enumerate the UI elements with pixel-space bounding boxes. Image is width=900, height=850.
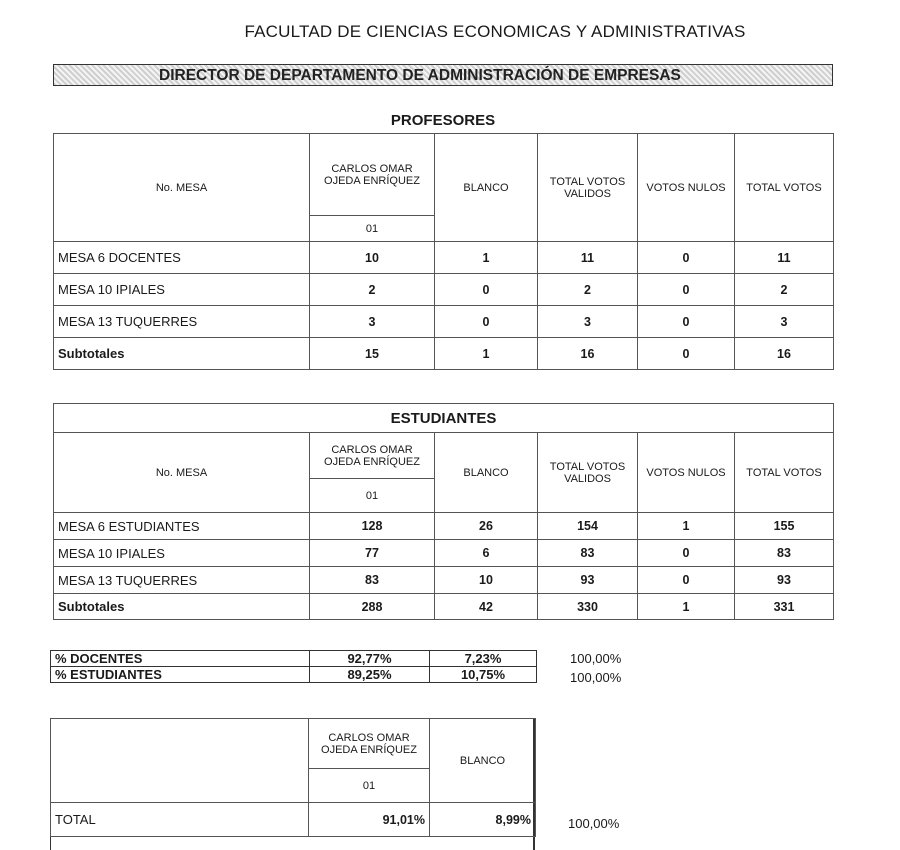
valid-cell: 330 xyxy=(538,594,638,620)
pct-sum-docentes: 100,00% xyxy=(570,651,622,666)
pct-candidate: 92,77% xyxy=(310,651,430,667)
blank-cell: 42 xyxy=(435,594,538,620)
total-cell: 16 xyxy=(735,338,834,370)
header-null: VOTOS NULOS xyxy=(638,134,735,242)
pct-blank: 7,23% xyxy=(430,651,537,667)
candidate-cell: 15 xyxy=(310,338,435,370)
pct-label: % ESTUDIANTES xyxy=(51,667,310,683)
estudiantes-title: ESTUDIANTES xyxy=(54,404,834,433)
subtotal-label: Subtotales xyxy=(54,338,310,370)
position-banner: DIRECTOR DE DEPARTAMENTO DE ADMINISTRACIÓN DE EMPRESAS xyxy=(53,64,833,86)
total-blank: 8,99% xyxy=(430,803,536,837)
valid-cell: 3 xyxy=(538,306,638,338)
subtotal-row xyxy=(54,594,834,620)
total-sum: 100,00% xyxy=(568,816,620,831)
candidate-cell: 83 xyxy=(310,567,435,594)
header-mesa: No. MESA xyxy=(54,433,310,513)
header-candidate: CARLOS OMAR OJEDA ENRÍQUEZ xyxy=(309,719,430,769)
total-cell: 155 xyxy=(735,513,834,540)
pct-candidate: 89,25% xyxy=(310,667,430,683)
total-cell: 83 xyxy=(735,540,834,567)
null-cell: 0 xyxy=(638,338,735,370)
total-cell: 331 xyxy=(735,594,834,620)
table-row xyxy=(54,274,834,306)
null-cell: 0 xyxy=(638,540,735,567)
mesa-cell: MESA 13 TUQUERRES xyxy=(54,567,310,594)
mesa-cell: MESA 10 IPIALES xyxy=(54,540,310,567)
header-candidate: CARLOS OMAR OJEDA ENRÍQUEZ xyxy=(310,134,435,216)
percentages-table xyxy=(50,650,537,683)
estudiantes-table xyxy=(53,403,834,620)
blank-cell: 0 xyxy=(435,274,538,306)
header-candidate-number: 01 xyxy=(310,216,435,242)
blank-cell: 26 xyxy=(435,513,538,540)
header-mesa: No. MESA xyxy=(54,134,310,242)
table-row xyxy=(51,651,537,667)
valid-cell: 2 xyxy=(538,274,638,306)
faculty-title: FACULTAD DE CIENCIAS ECONOMICAS Y ADMINISTRATIVAS xyxy=(244,22,746,41)
null-cell: 1 xyxy=(638,594,735,620)
pct-blank: 10,75% xyxy=(430,667,537,683)
total-cell: 11 xyxy=(735,242,834,274)
header-blank: BLANCO xyxy=(435,433,538,513)
table-row xyxy=(54,540,834,567)
valid-cell: 83 xyxy=(538,540,638,567)
valid-cell: 154 xyxy=(538,513,638,540)
mesa-cell: MESA 6 DOCENTES xyxy=(54,242,310,274)
blank-cell: 0 xyxy=(435,306,538,338)
header-null: VOTOS NULOS xyxy=(638,433,735,513)
table-row xyxy=(51,667,537,683)
null-cell: 1 xyxy=(638,513,735,540)
blank-cell: 10 xyxy=(435,567,538,594)
null-cell: 0 xyxy=(638,306,735,338)
header-candidate-number: 01 xyxy=(310,479,435,513)
total-table xyxy=(50,718,536,837)
header-blank: BLANCO xyxy=(430,719,536,803)
header-blank: BLANCO xyxy=(435,134,538,242)
header-total: TOTAL VOTOS xyxy=(735,134,834,242)
total-candidate: 91,01% xyxy=(309,803,430,837)
table-row xyxy=(54,513,834,540)
header-candidate: CARLOS OMAR OJEDA ENRÍQUEZ xyxy=(310,433,435,479)
total-label: TOTAL xyxy=(51,803,309,837)
pct-label: % DOCENTES xyxy=(51,651,310,667)
mesa-cell: MESA 10 IPIALES xyxy=(54,274,310,306)
candidate-cell: 3 xyxy=(310,306,435,338)
header-total: TOTAL VOTOS xyxy=(735,433,834,513)
candidate-cell: 128 xyxy=(310,513,435,540)
subtotal-row xyxy=(54,338,834,370)
header-candidate-number: 01 xyxy=(309,769,430,803)
header-valid: TOTAL VOTOS VALIDOS xyxy=(538,433,638,513)
candidate-cell: 77 xyxy=(310,540,435,567)
null-cell: 0 xyxy=(638,242,735,274)
total-cell: 2 xyxy=(735,274,834,306)
total-header-blank-cell xyxy=(51,719,309,803)
table-row xyxy=(54,306,834,338)
pct-sum-estudiantes: 100,00% xyxy=(570,670,622,685)
blank-cell: 1 xyxy=(435,338,538,370)
table-row xyxy=(54,567,834,594)
candidate-cell: 10 xyxy=(310,242,435,274)
blank-cell: 1 xyxy=(435,242,538,274)
valid-cell: 11 xyxy=(538,242,638,274)
total-cell: 93 xyxy=(735,567,834,594)
mesa-cell: MESA 13 TUQUERRES xyxy=(54,306,310,338)
blank-cell: 6 xyxy=(435,540,538,567)
profesores-title: PROFESORES xyxy=(390,112,496,129)
candidate-cell: 2 xyxy=(310,274,435,306)
null-cell: 0 xyxy=(638,274,735,306)
candidate-cell: 288 xyxy=(310,594,435,620)
subtotal-label: Subtotales xyxy=(54,594,310,620)
total-row xyxy=(51,803,536,837)
mesa-cell: MESA 6 ESTUDIANTES xyxy=(54,513,310,540)
header-valid: TOTAL VOTOS VALIDOS xyxy=(538,134,638,242)
null-cell: 0 xyxy=(638,567,735,594)
valid-cell: 93 xyxy=(538,567,638,594)
total-cell: 3 xyxy=(735,306,834,338)
profesores-table xyxy=(53,133,834,370)
table-row xyxy=(54,242,834,274)
valid-cell: 16 xyxy=(538,338,638,370)
